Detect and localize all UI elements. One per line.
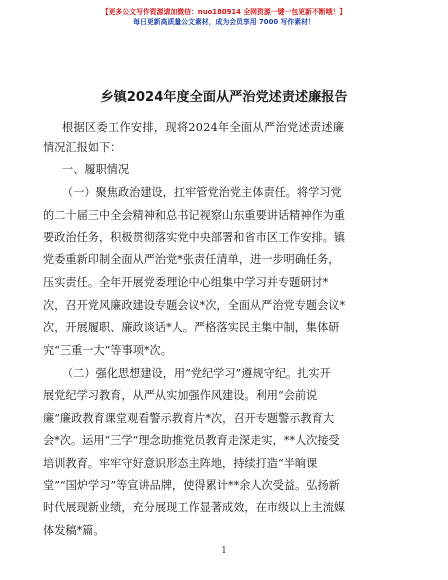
paragraph-1-line: 党委重新印制全面从严治党*张责任清单，进一步明确任务， <box>43 253 340 266</box>
paragraph-2-line: 会*次。运用“三学”理念助推党员教育走深走实，**人次接受 <box>43 434 340 447</box>
paragraph-2-line: 培训教育。牢牢守好意识形态主阵地，持续打造“半晌课 <box>43 457 318 470</box>
document-title: 乡镇2024年度全面从严治党述责述廉报告 <box>100 90 348 105</box>
paragraph-2-line: （二）强化思想建设，用“党纪学习”遵规守纪。扎实开 <box>62 367 331 380</box>
paragraph-2-line: 展党纪学习教育，从严从实加强作风建设。利用“会前说 <box>43 389 318 402</box>
intro-line: 根据区委工作安排，现将2024年全面从严治党述责述廉 <box>62 121 345 134</box>
page-number: 1 <box>221 546 227 556</box>
paragraph-2-line: 体发稿*篇。 <box>43 524 105 537</box>
paragraph-1-line: （一）聚焦政治建设，扛牢管党治党主体责任。将学习党 <box>62 186 342 199</box>
promo-banner-line-1: 【更多公文写作资源请加微信：nuo180914 全网资源一键一包更新不断哦！】 <box>101 8 347 16</box>
paragraph-1-line: 究“三重一大”等事项*次。 <box>43 344 172 357</box>
section-heading: 一、履职情况 <box>62 163 130 176</box>
paragraph-2-line: 堂”“国炉学习”等宣讲品牌，使得累计**余人次受益。弘扬新 <box>43 479 340 492</box>
paragraph-2-line: 廉”廉政教育课堂观看警示教育片*次，召开专题警示教育大 <box>43 412 335 425</box>
paragraph-1-line: 的二十届三中全会精神和总书记视察山东重要讲话精神作为重 <box>43 209 346 222</box>
paragraph-1-line: 要政治任务，积极贯彻落实党中央部署和省市区工作安排。镇 <box>43 231 346 244</box>
paragraph-1-line: 次，召开党风廉政建设专题会议*次，全面从严治党专题会议* <box>43 299 346 312</box>
paragraph-1-line: 压实责任。全年开展党委理论中心组集中学习并专题研讨* <box>43 276 329 289</box>
promo-banner-line-2: 每日更新高质量公文素材，成为会员享用 7000 写作素材！ <box>133 18 315 26</box>
intro-line: 情况汇报如下： <box>43 141 122 154</box>
paragraph-2-line: 时代展现新业绩，充分展现工作显著成效，在市级以上主流媒 <box>43 501 346 514</box>
paragraph-1-line: 次，开展履职、廉政谈话*人。严格落实民主集中制，集体研 <box>43 321 340 334</box>
